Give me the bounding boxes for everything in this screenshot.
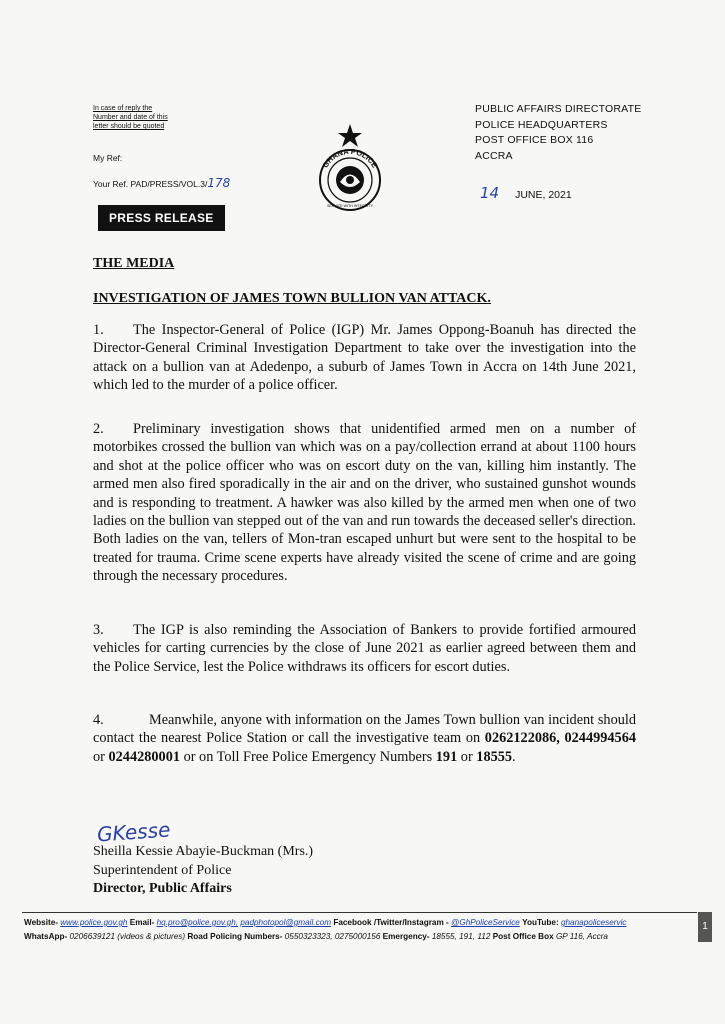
emergency-numbers: 18555, 191, 112 <box>431 932 491 941</box>
paragraph-number: 4. <box>93 712 104 728</box>
address-block <box>475 102 641 164</box>
paragraph-text: The IGP is also reminding the Association of Bankers to provide fortified armoured vehicles for carting currencies by the close of June 2021 as earlier agreed between them and the Police Service, lest the Police withdraws its officers for escort duties. <box>93 622 636 675</box>
footer-line-1 <box>24 916 627 930</box>
paragraph-text: The Inspector-General of Police (IGP) Mr. James Oppong-Boanuh has directed the Director-General Criminal Investigation Department to take over the investigation into the attack on a bullion van at Adedenpo, a suburb of James Town in Accra on 14th June 2021, which led to the murder of a police officer. <box>93 322 636 394</box>
po-box-value: GP 116, Accra <box>555 932 608 941</box>
emblem-ring-text: GHANA POLICE <box>320 146 380 170</box>
po-box-label: Post Office Box <box>492 932 554 941</box>
paragraph-4 <box>93 711 636 766</box>
email-link[interactable]: hq.pro@police.gov.gh, <box>156 918 239 927</box>
my-ref: My Ref: <box>93 153 123 163</box>
reply-instruction <box>93 104 168 131</box>
whatsapp-label: WhatsApp- <box>24 932 68 941</box>
youtube-label: YouTube: <box>522 918 559 927</box>
emergency-label: Emergency- <box>382 932 430 941</box>
paragraph-1 <box>93 321 636 395</box>
your-ref-label: Your Ref. PAD/PRESS/VOL.3/ <box>93 179 208 189</box>
phone-number: 0244280001 <box>108 748 180 765</box>
emergency-number: 191 <box>435 748 458 765</box>
email-link[interactable]: padphotopol@gmail.com <box>240 918 332 927</box>
footer-divider <box>22 912 697 913</box>
reply-note-line: letter should be quoted <box>93 123 165 130</box>
addressee: THE MEDIA <box>93 256 175 271</box>
whatsapp-number: 0206639121 (videos & pictures) <box>69 932 186 941</box>
paragraph-text: or on Toll Free Police Emergency Numbers <box>183 748 433 765</box>
press-release-label: PRESS RELEASE <box>98 205 225 231</box>
page-number: 1 <box>698 912 712 942</box>
your-ref-number: 178 <box>207 176 231 190</box>
paragraph-text: . <box>512 748 516 765</box>
signatory-name: Sheilla Kessie Abayie-Buckman (Mrs.) <box>93 844 314 859</box>
youtube-link[interactable]: ghanapoliceservic <box>560 918 627 927</box>
ghana-police-emblem <box>300 122 400 222</box>
emblem-motto: SERVICE WITH INTEGRITY <box>326 204 374 208</box>
paragraph-number: 2. <box>93 421 104 437</box>
email-label: Email- <box>129 918 155 927</box>
paragraph-text: Preliminary investigation shows that unidentified armed men on a number of motorbikes crossed the bullion van which was on a pay/collection errand at about 1100 hours and shot at the police officer who was on escort duty on the van, killing him instantly. The armed men also fired sporadically in the air and on the driver, who sustained gunshot wounds and is responding to treatment. A hawker was also killed by the armed men when one of two ladies on the bullion van stepped out of the van and run towards the deceased seller's direction. Both ladies on the van, tellers of Mon-tran escaped unhurt but were sent to the hospital to be treated for trauma. Crime scene experts have already visited the scene of crime and are going through the necessary procedures. <box>93 421 636 585</box>
date <box>480 184 572 202</box>
date-day: 14 <box>480 184 500 202</box>
date-month-year: JUNE, 2021 <box>515 189 572 201</box>
footer <box>24 916 627 944</box>
address-line: ACCRA <box>475 149 513 162</box>
paragraph-text: or <box>93 748 105 765</box>
road-policing-numbers: 0550323323, 0275000156 <box>284 932 381 941</box>
footer-line-2 <box>24 930 627 944</box>
page-title: INVESTIGATION OF JAMES TOWN BULLION VAN ATTACK. <box>93 291 491 306</box>
emergency-number: 18555 <box>476 748 513 765</box>
website-link[interactable]: www.police.gov.gh <box>60 918 128 927</box>
road-policing-label: Road Policing Numbers- <box>187 932 283 941</box>
address-line: POST OFFICE BOX 116 <box>475 134 594 146</box>
paragraph-number: 1. <box>93 322 104 338</box>
social-label: Facebook /Twitter/Instagram - <box>333 918 449 927</box>
reply-note-line: Number and date of this <box>93 114 168 121</box>
address-line: PUBLIC AFFAIRS DIRECTORATE <box>475 103 642 115</box>
paragraph-text: or <box>460 748 473 765</box>
website-label: Website- <box>24 918 58 927</box>
paragraph-number: 3. <box>93 622 104 638</box>
social-handle-link[interactable]: @GhPoliceService <box>451 918 520 927</box>
paragraph-3 <box>93 621 636 676</box>
reply-note-line: In case of reply the <box>93 105 153 112</box>
address-line: POLICE HEADQUARTERS <box>475 118 608 131</box>
paragraph-text: Meanwhile, anyone with information on the James Town bullion van incident should contact the nearest Police Station or call the investigative team on <box>93 712 636 747</box>
your-ref <box>93 176 230 190</box>
paragraph-2 <box>93 420 636 586</box>
signatory-title: Director, Public Affairs <box>93 881 232 897</box>
signatory-block <box>93 843 313 899</box>
signatory-rank: Superintendent of Police <box>93 862 232 878</box>
signature: GKesse <box>96 817 172 847</box>
phone-numbers: 0262122086, 0244994564 <box>484 730 636 747</box>
